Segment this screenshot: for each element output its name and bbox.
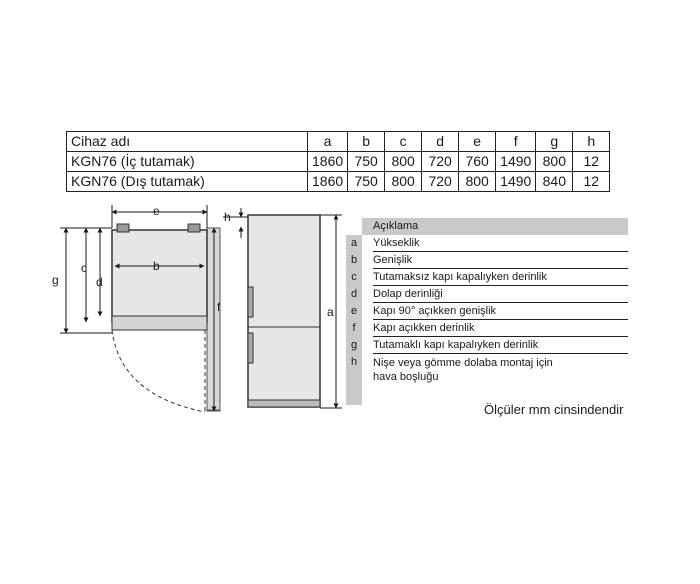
header-cell: Cihaz adı xyxy=(67,132,308,152)
header-cell: g xyxy=(536,132,573,152)
label-d: d xyxy=(96,275,103,289)
table-cell: 12 xyxy=(573,152,610,172)
header-cell: d xyxy=(422,132,459,152)
label-c: c xyxy=(81,261,87,275)
legend-key: e xyxy=(350,305,358,317)
legend-text: Tutamaksız kapı kapalıyken derinlik xyxy=(373,269,628,286)
legend-text: Genişlik xyxy=(373,252,628,269)
table-cell: 12 xyxy=(573,172,610,192)
table-cell: KGN76 (Dış tutamak) xyxy=(67,172,308,192)
legend-text: Tutamaklı kapı kapalıyken derinlik xyxy=(373,337,628,354)
legend-text: Nişe veya gömme dolaba montaj için hava boşluğu xyxy=(373,357,553,383)
label-a: a xyxy=(327,305,334,319)
table-cell: 800 xyxy=(459,172,496,192)
legend-text: Kapı açıkken derinlik xyxy=(373,320,628,337)
table-cell: 800 xyxy=(536,152,573,172)
legend-key: g xyxy=(350,339,358,351)
legend-item xyxy=(346,320,628,337)
table-cell: 800 xyxy=(385,172,422,192)
table-cell: 1860 xyxy=(308,172,348,192)
table-cell: 760 xyxy=(459,152,496,172)
header-cell: e xyxy=(459,132,496,152)
legend-key: b xyxy=(350,254,358,266)
legend-text: Dolap derinliği xyxy=(373,286,628,303)
label-e: e xyxy=(153,204,160,218)
header-cell: a xyxy=(308,132,348,152)
legend-item xyxy=(346,354,628,388)
legend-item xyxy=(346,337,628,354)
header-cell: c xyxy=(385,132,422,152)
table-cell: 750 xyxy=(348,172,385,192)
legend-title: Açıklama xyxy=(362,218,628,235)
top-view-fridge xyxy=(112,224,207,412)
table-cell: 1490 xyxy=(496,152,536,172)
table-cell: KGN76 (İç tutamak) xyxy=(67,152,308,172)
table-cell: 800 xyxy=(385,152,422,172)
side-view-fridge xyxy=(223,215,320,407)
legend-item xyxy=(346,252,628,269)
header-cell: b xyxy=(348,132,385,152)
legend-item xyxy=(346,269,628,286)
table-cell: 720 xyxy=(422,152,459,172)
table-cell: 720 xyxy=(422,172,459,192)
legend-key: f xyxy=(352,322,356,334)
table-cell: 840 xyxy=(536,172,573,192)
label-g: g xyxy=(52,273,59,287)
header-cell: f xyxy=(496,132,536,152)
table-cell: 1490 xyxy=(496,172,536,192)
legend-key: c xyxy=(351,271,357,283)
legend-item xyxy=(346,303,628,320)
label-b: b xyxy=(153,259,160,273)
legend-key: a xyxy=(350,237,358,249)
legend-item xyxy=(346,235,628,252)
legend-key: h xyxy=(350,356,358,368)
label-h: h xyxy=(224,210,231,224)
table-cell: 750 xyxy=(348,152,385,172)
legend-key: d xyxy=(350,288,358,300)
header-cell: h xyxy=(573,132,610,152)
label-f: f xyxy=(217,300,221,314)
units-note: Ölçüler mm cinsindendir xyxy=(484,402,624,417)
legend-text: Yükseklik xyxy=(373,235,628,252)
table-cell: 1860 xyxy=(308,152,348,172)
legend-text: Kapı 90° açıkken genişlik xyxy=(373,303,628,320)
legend-item xyxy=(346,286,628,303)
